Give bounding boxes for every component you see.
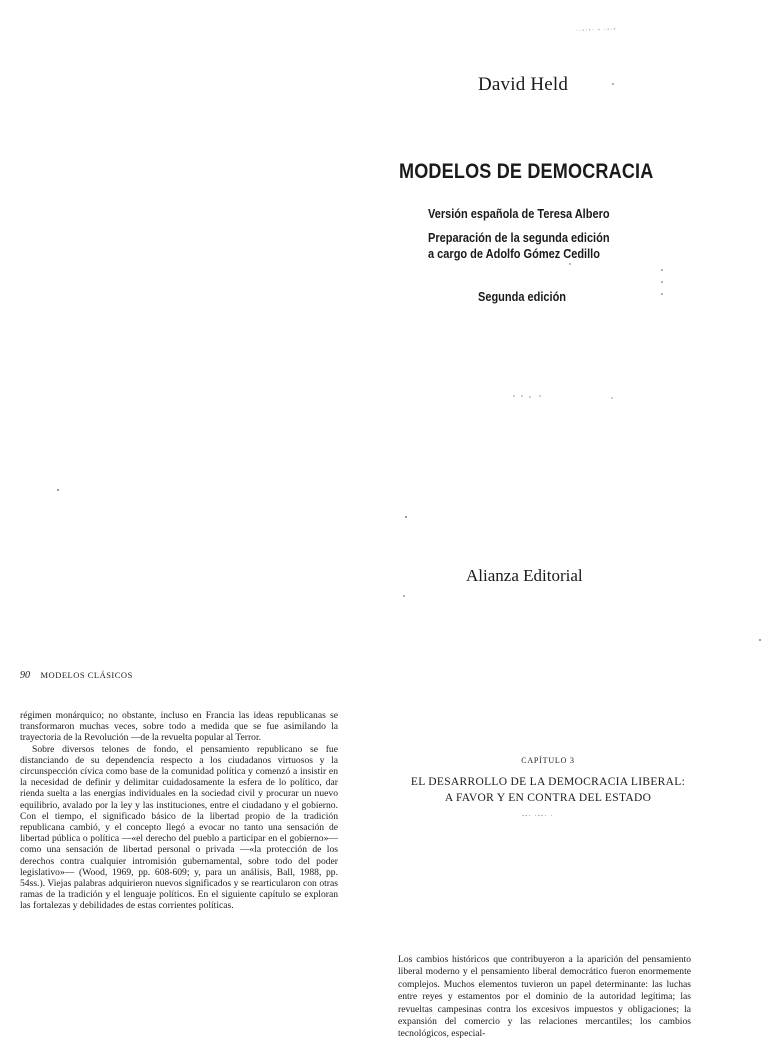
paragraph: régimen monárquico; no obstante, incluso en Francia las ideas republicanas se transformaron muchas veces, sobre todo a medida que se fue asimilando la trayectoria de la Revolución —de la revuelta popular al Terror.: [20, 710, 338, 744]
chapter-title-line: EL DESARROLLO DE LA DEMOCRACIA LIBERAL:: [410, 776, 686, 788]
running-head-title: MODELOS CLÁSICOS: [40, 670, 133, 680]
chapter-title: [400, 774, 696, 806]
running-head: [20, 670, 133, 681]
credit-line: a cargo de Adolfo Gómez Cedillo: [428, 247, 600, 261]
credit-line: Preparación de la segunda edición: [428, 231, 610, 245]
chapter-label: CAPÍTULO 3: [521, 756, 575, 765]
paragraph: Sobre diversos telones de fondo, el pensamiento republicano se fue distanciando de su dependencia respecto a los ciudadanos virtuosos y la circunspección cívica como base de la comunidad política y comenzó a insistir en la necesidad de definir y delimitar cuidadosamente la esfera de lo político, dar rienda suelta a las energías individuales en la sociedad civil y procurar un nuevo equilibrio, avalado por la ley y las instituciones, entre el ciudadano y el gobierno. Con el tiempo, el significado básico de la libertad propio de la tradición republicana cambió, y el concepto llegó a evocar no tanto una sensación de libertad pública o política —«el derecho del pueblo a participar en el gobierno»— como una sensación de libertad personal o privada —«la protección de los derechos contra cualquier intromisión gubernamental, sobre todo del poder legislativo»— (Wood, 1969, pp. 608-609; y, para un análisis, Ball, 1988, pp. 54ss.). Viejas palabras adquirieron nuevos significados y se rearticularon con otras ramas de la tradición y el lenguaje políticos. En el siguiente capítulo se exploran las fortalezas y debilidades de estas corrientes políticas.: [20, 743, 338, 912]
publisher-name: Alianza Editorial: [466, 566, 583, 585]
chapter-title-line: A FAVOR Y EN CONTRA DEL ESTADO: [444, 792, 652, 804]
scan-mark: ꞏꞏ· ·ꞏꞏ· ·: [522, 812, 554, 820]
translation-credits: [428, 206, 692, 262]
credit-line: Versión española de Teresa Albero: [428, 207, 610, 221]
book-title: MODELOS DE DEMOCRACIA: [399, 160, 654, 183]
scan-stamp: ᐧ·ꞏ·ꞏ· ꞏ ·ꞏ·ꞏ: [575, 25, 617, 35]
right-page-text: Los cambios históricos que contribuyeron a la aparición del pensamiento liberal moderno y el pensamiento liberal democrático fueron enormemente complejos. Muchos elementos tuvieron un papel determinante: las luchas entre reyes y estamentos por el dominio de la autoridad legítima; las revueltas campesinas contra los excesivos impuestos y obligaciones; la expansión del comercio y las relaciones mercantiles; los cambios tecnológicos, especial-: [398, 954, 691, 1040]
edition-label: Segunda edición: [478, 290, 567, 304]
page-number: 90: [20, 670, 30, 681]
left-page-text: [20, 710, 338, 912]
author-name: David Held: [478, 74, 569, 95]
